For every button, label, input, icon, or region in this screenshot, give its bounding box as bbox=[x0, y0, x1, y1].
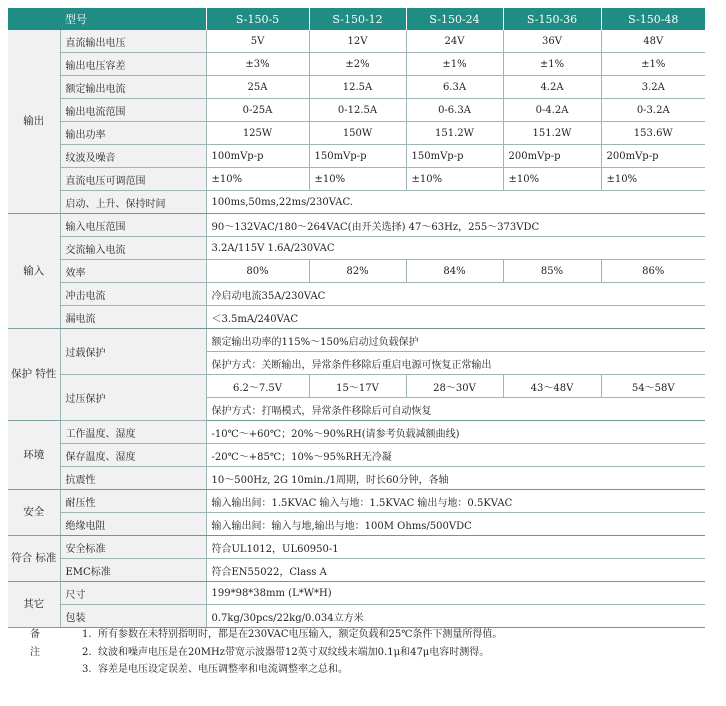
cell: 54～58V bbox=[601, 375, 705, 398]
cell: 86% bbox=[601, 260, 705, 283]
cell: 151.2W bbox=[503, 122, 601, 145]
row-label: 过载保护 bbox=[60, 329, 206, 375]
cell: 100mVp-p bbox=[206, 145, 309, 168]
row-inrush bbox=[8, 283, 705, 306]
cell: 43～48V bbox=[503, 375, 601, 398]
row-adj-range bbox=[8, 168, 705, 191]
cell: 6.3A bbox=[406, 76, 503, 99]
row-label: 抗震性 bbox=[60, 467, 206, 490]
notes-title: 备注 bbox=[30, 629, 40, 658]
cell: 28～30V bbox=[406, 375, 503, 398]
cell: 80% bbox=[206, 260, 309, 283]
row-label: 保存温度、湿度 bbox=[60, 444, 206, 467]
note-text: 所有参数在未特别指明时，都是在230VAC电压输入，额定负载和25℃条件下测量所得值。 bbox=[98, 629, 503, 640]
cell: 3.2A bbox=[601, 76, 705, 99]
group-input: 输入 bbox=[8, 214, 60, 329]
row-label: 工作温度、湿度 bbox=[60, 421, 206, 444]
cell: ±3% bbox=[206, 53, 309, 76]
cell: ±1% bbox=[601, 53, 705, 76]
note-item bbox=[82, 661, 682, 679]
row-label: 耐压性 bbox=[60, 490, 206, 513]
model-name: S-150-5 bbox=[206, 8, 309, 30]
row-insulation bbox=[8, 513, 705, 536]
row-label: 输入电压范围 bbox=[60, 214, 206, 237]
cell: 0-25A bbox=[206, 99, 309, 122]
row-leakage bbox=[8, 306, 705, 329]
row-label: 过压保护 bbox=[60, 375, 206, 421]
cell: ±10% bbox=[406, 168, 503, 191]
row-label: 绝缘电阻 bbox=[60, 513, 206, 536]
cell: 0-4.2A bbox=[503, 99, 601, 122]
row-overvoltage-1 bbox=[8, 375, 705, 398]
row-label: 漏电流 bbox=[60, 306, 206, 329]
cell: 199*98*38mm (L*W*H) bbox=[206, 582, 705, 605]
row-label: 尺寸 bbox=[60, 582, 206, 605]
cell: 保护方式：打嗝模式，异常条件移除后可自动恢复 bbox=[206, 398, 705, 421]
row-package bbox=[8, 605, 705, 628]
cell: 10～500Hz, 2G 10min./1周期，时长60分钟，各轴 bbox=[206, 467, 705, 490]
note-item bbox=[82, 644, 682, 662]
cell: 冷启动电流35A/230VAC bbox=[206, 283, 705, 306]
row-label: EMC标准 bbox=[60, 559, 206, 582]
model-name: S-150-24 bbox=[406, 8, 503, 30]
row-rated-current bbox=[8, 76, 705, 99]
row-ripple-noise bbox=[8, 145, 705, 168]
row-label: 包装 bbox=[60, 605, 206, 628]
cell: ±10% bbox=[601, 168, 705, 191]
note-text: 容差是电压设定误差、电压调整率和电流调整率之总和。 bbox=[98, 664, 348, 675]
row-safety-std bbox=[8, 536, 705, 559]
row-input-voltage bbox=[8, 214, 705, 237]
cell: 150mVp-p bbox=[406, 145, 503, 168]
note-item bbox=[82, 626, 682, 644]
group-other: 其它 bbox=[8, 582, 60, 628]
model-name: S-150-36 bbox=[503, 8, 601, 30]
row-label: 启动、上升、保持时间 bbox=[60, 191, 206, 214]
row-output-power bbox=[8, 122, 705, 145]
cell: 200mVp-p bbox=[503, 145, 601, 168]
cell: ＜3.5mA/240VAC bbox=[206, 306, 705, 329]
cell: 保护方式：关断输出，异常条件移除后重启电源可恢复正常输出 bbox=[206, 352, 705, 375]
row-overload-1 bbox=[8, 329, 705, 352]
note-text: 纹波和噪声电压是在20MHz带宽示波器带12英寸双纹线末端加0.1μ和47μ电容时测得。 bbox=[98, 646, 490, 658]
cell: 24V bbox=[406, 30, 503, 53]
cell: 6.2～7.5V bbox=[206, 375, 309, 398]
model-name: S-150-12 bbox=[309, 8, 406, 30]
cell: 150mVp-p bbox=[309, 145, 406, 168]
cell: 150W bbox=[309, 122, 406, 145]
note-number: 2. bbox=[82, 646, 92, 658]
row-label: 安全标准 bbox=[60, 536, 206, 559]
cell: 0-12.5A bbox=[309, 99, 406, 122]
group-compliance: 符合 标准 bbox=[8, 536, 60, 582]
row-withstand bbox=[8, 490, 705, 513]
row-label: 交流输入电流 bbox=[60, 237, 206, 260]
spec-table bbox=[8, 8, 705, 628]
cell: ±1% bbox=[406, 53, 503, 76]
cell: 84% bbox=[406, 260, 503, 283]
cell: 85% bbox=[503, 260, 601, 283]
note-number: 3. bbox=[82, 664, 92, 675]
cell: 符合EN55022，Class A bbox=[206, 559, 705, 582]
cell: ±10% bbox=[309, 168, 406, 191]
cell: 12.5A bbox=[309, 76, 406, 99]
row-label: 效率 bbox=[60, 260, 206, 283]
row-dc-voltage bbox=[8, 30, 705, 53]
cell: ±2% bbox=[309, 53, 406, 76]
cell: 125W bbox=[206, 122, 309, 145]
row-current-range bbox=[8, 99, 705, 122]
row-storage-temp bbox=[8, 444, 705, 467]
row-size bbox=[8, 582, 705, 605]
group-environment: 环境 bbox=[8, 421, 60, 490]
row-work-temp bbox=[8, 421, 705, 444]
cell: 36V bbox=[503, 30, 601, 53]
cell: 151.2W bbox=[406, 122, 503, 145]
row-ac-current bbox=[8, 237, 705, 260]
row-emc-std bbox=[8, 559, 705, 582]
row-efficiency bbox=[8, 260, 705, 283]
header-row bbox=[8, 8, 705, 30]
note-number: 1. bbox=[82, 629, 92, 640]
row-vibration bbox=[8, 467, 705, 490]
cell: ±10% bbox=[503, 168, 601, 191]
cell: 0.7kg/30pcs/22kg/0.034立方米 bbox=[206, 605, 705, 628]
cell: 200mVp-p bbox=[601, 145, 705, 168]
row-label: 冲击电流 bbox=[60, 283, 206, 306]
cell: 25A bbox=[206, 76, 309, 99]
cell: 15～17V bbox=[309, 375, 406, 398]
row-label: 直流电压可调范围 bbox=[60, 168, 206, 191]
row-label: 直流输出电压 bbox=[60, 30, 206, 53]
model-name: S-150-48 bbox=[601, 8, 705, 30]
cell: 4.2A bbox=[503, 76, 601, 99]
row-label: 输出电流范围 bbox=[60, 99, 206, 122]
cell: 符合UL1012，UL60950-1 bbox=[206, 536, 705, 559]
row-voltage-tolerance bbox=[8, 53, 705, 76]
group-output: 输出 bbox=[8, 30, 60, 214]
cell: -20℃～+85℃；10%～95%RH无冷凝 bbox=[206, 444, 705, 467]
group-protection: 保护 特性 bbox=[8, 329, 60, 421]
cell: 48V bbox=[601, 30, 705, 53]
cell: 输入输出间：输入与地,输出与地：100M Ohms/500VDC bbox=[206, 513, 705, 536]
cell: 输入输出间：1.5KVAC 输入与地：1.5KVAC 输出与地：0.5KVAC bbox=[206, 490, 705, 513]
row-label: 纹波及噪音 bbox=[60, 145, 206, 168]
cell: 0-6.3A bbox=[406, 99, 503, 122]
cell: 额定输出功率的115%～150%启动过负载保护 bbox=[206, 329, 705, 352]
cell: ±1% bbox=[503, 53, 601, 76]
row-startup bbox=[8, 191, 705, 214]
model-col-label: 型号 bbox=[60, 8, 206, 30]
group-safety: 安全 bbox=[8, 490, 60, 536]
cell: 90～132VAC/180～264VAC(由开关选择) 47～63Hz，255～373VDC bbox=[206, 214, 705, 237]
cell: 12V bbox=[309, 30, 406, 53]
row-label: 额定输出电流 bbox=[60, 76, 206, 99]
cell: 100ms,50ms,22ms/230VAC. bbox=[206, 191, 705, 214]
cell: 0-3.2A bbox=[601, 99, 705, 122]
notes-list bbox=[82, 626, 682, 679]
row-label: 输出电压容差 bbox=[60, 53, 206, 76]
cell: 153.6W bbox=[601, 122, 705, 145]
cell: 5V bbox=[206, 30, 309, 53]
cell: ±10% bbox=[206, 168, 309, 191]
cell: -10℃～+60℃；20%～90%RH(请参考负载减额曲线) bbox=[206, 421, 705, 444]
cell: 3.2A/115V 1.6A/230VAC bbox=[206, 237, 705, 260]
cell: 82% bbox=[309, 260, 406, 283]
row-label: 输出功率 bbox=[60, 122, 206, 145]
